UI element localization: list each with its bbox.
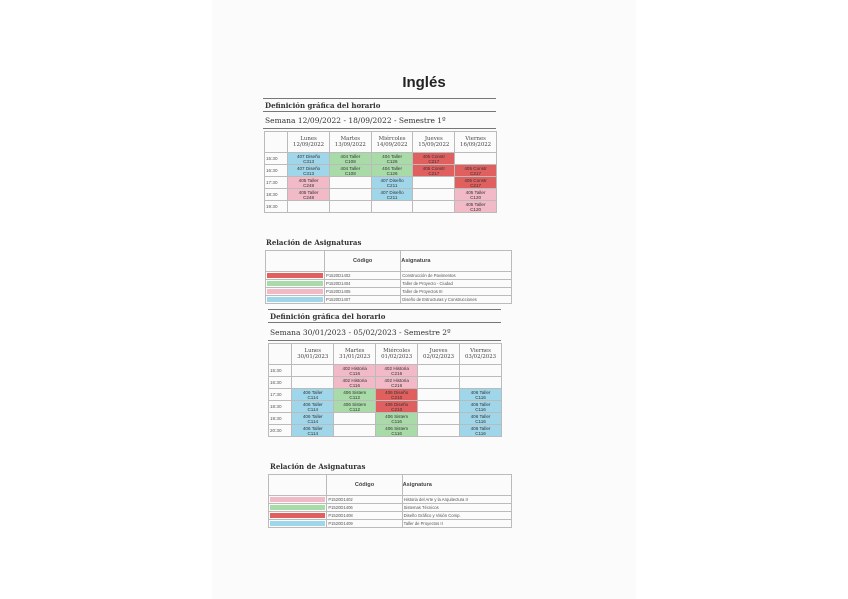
day-header [413, 132, 455, 153]
day-date: 14/09/2022 [376, 142, 408, 148]
class-name: 406 Taller [302, 389, 323, 395]
class-name: 406 Sistem [385, 413, 409, 419]
class-name: 407 Diseño [380, 177, 404, 183]
class-block [371, 165, 413, 177]
class-block [413, 153, 455, 165]
class-name: 404 Taller [340, 165, 361, 171]
subject-name: Taller de Proyecto - Ciudad [401, 280, 512, 288]
day-date: 01/02/2023 [381, 354, 413, 360]
empty-cell [455, 153, 497, 165]
day-name: Lunes [300, 136, 317, 142]
color-swatch [267, 281, 323, 286]
class-block [460, 389, 502, 401]
time-cell: 18:30 [265, 189, 288, 201]
class-name: 405 Constr [464, 177, 487, 183]
schedule-row [269, 425, 502, 437]
class-room: C126 [386, 158, 398, 164]
day-header [376, 344, 418, 365]
empty-cell [292, 365, 334, 377]
class-room: C116 [475, 430, 486, 436]
class-room: C248 [303, 194, 315, 200]
subject-code: P1520D1404 [325, 280, 401, 288]
time-cell: 16:30 [269, 377, 292, 389]
class-block [460, 401, 502, 413]
class-block [292, 389, 334, 401]
empty-cell [329, 189, 371, 201]
class-block [455, 165, 497, 177]
empty-cell [413, 201, 455, 213]
schedule-row [265, 177, 497, 189]
day-name: Lunes [304, 348, 321, 354]
class-name: 406 Sistem [343, 389, 367, 395]
schedule-row [265, 153, 497, 165]
class-block [371, 153, 413, 165]
class-name: 404 Taller [382, 165, 402, 171]
color-swatch [270, 505, 325, 510]
header-row [265, 132, 497, 153]
color-header [269, 475, 327, 496]
empty-cell [334, 413, 376, 425]
day-name: Martes [340, 136, 361, 142]
class-name: 405 Taller [465, 201, 486, 207]
color-swatch [270, 497, 325, 502]
class-name: 402 Historia [342, 365, 367, 371]
class-block [292, 425, 334, 437]
class-block [288, 153, 330, 165]
class-name: 406 Sistem [343, 401, 367, 407]
class-room: C216 [391, 370, 403, 376]
class-room: C217 [428, 158, 440, 164]
subject-row [266, 296, 512, 304]
subject-name: Taller de Proyectos II [402, 520, 511, 528]
class-name: 407 Diseño [296, 165, 321, 171]
day-header [292, 344, 334, 365]
class-block [288, 177, 330, 189]
empty-cell [460, 365, 502, 377]
header-row [266, 251, 512, 272]
class-block [455, 189, 497, 201]
schedule-row [269, 401, 502, 413]
subject-code: P1520D1408 [327, 512, 402, 520]
day-date: 13/09/2022 [334, 142, 366, 148]
class-room: C112 [349, 406, 361, 412]
class-room: C114 [307, 418, 319, 424]
class-name: 404 Taller [340, 153, 361, 159]
schedule-row [269, 413, 502, 425]
color-header [266, 251, 325, 272]
class-name: 402 Historia [384, 377, 409, 383]
class-name: 406 Taller [470, 389, 491, 395]
divider [263, 111, 496, 112]
class-room: C108 [344, 170, 356, 176]
time-cell: 16:30 [265, 165, 288, 177]
subject-row [266, 280, 512, 288]
week-label-sem2: Semana 30/01/2023 - 05/02/2023 - Semestre 2º [270, 328, 451, 337]
class-block [455, 201, 497, 213]
class-name: 406 Taller [470, 401, 491, 407]
class-block [334, 389, 376, 401]
class-room: C217 [428, 170, 440, 176]
schedule-table-sem1 [264, 131, 497, 213]
class-block [329, 153, 371, 165]
class-room: C248 [303, 182, 315, 188]
class-block [334, 377, 376, 389]
schedule-row [265, 189, 497, 201]
subject-name: Diseño Gráfico y Visión Comp. [402, 512, 511, 520]
class-name: 407 Diseño [380, 189, 404, 195]
header-row [269, 344, 502, 365]
empty-cell [460, 377, 502, 389]
class-room: C116 [475, 394, 486, 400]
subject-name: Construcción de Pavimentos [401, 272, 512, 280]
schedule-row [269, 377, 502, 389]
class-block [376, 425, 418, 437]
class-name: 405 Taller [298, 189, 319, 195]
class-block [292, 401, 334, 413]
class-room: C211 [386, 182, 398, 188]
day-header [460, 344, 502, 365]
class-room: C116 [475, 418, 486, 424]
class-room: C114 [307, 430, 319, 436]
header-row [269, 475, 512, 496]
class-block [376, 389, 418, 401]
subject-row [269, 520, 512, 528]
class-name: 406 Diseño [385, 401, 409, 407]
class-name: 405 Constr [422, 165, 446, 171]
color-swatch [267, 297, 323, 302]
schedule-table-sem2 [268, 343, 502, 437]
class-block [288, 165, 330, 177]
class-block [292, 413, 334, 425]
class-name: 404 Taller [382, 153, 402, 159]
class-room: C116 [349, 382, 361, 388]
corner-cell [269, 344, 292, 365]
class-name: 406 Taller [302, 401, 323, 407]
empty-cell [418, 377, 460, 389]
day-date: 03/02/2023 [464, 354, 497, 360]
subject-name: Sistemas Técnicos [402, 504, 511, 512]
schedule-row [269, 365, 502, 377]
color-swatch-cell [269, 496, 327, 504]
day-name: Martes [344, 348, 365, 354]
class-block [329, 165, 371, 177]
time-cell: 19:30 [265, 201, 288, 213]
time-cell: 19:30 [269, 413, 292, 425]
day-header [334, 344, 376, 365]
page-title: Inglés [402, 74, 446, 91]
class-room: C210 [391, 394, 403, 400]
code-header: Código [327, 475, 402, 496]
empty-cell [292, 377, 334, 389]
color-swatch [270, 521, 325, 526]
day-name: Jueves [424, 136, 443, 142]
class-name: 405 Constr [464, 165, 487, 171]
day-name: Viernes [465, 136, 486, 142]
class-name: 405 Taller [465, 189, 486, 195]
class-room: C210 [391, 406, 403, 412]
class-room: C116 [349, 370, 361, 376]
section-title-sem1: Definición gráfica del horario [265, 101, 381, 110]
day-date: 31/01/2023 [339, 354, 371, 360]
schedule-row [269, 389, 502, 401]
subject-code: P1520D1407 [325, 296, 401, 304]
schedule-row [265, 165, 497, 177]
color-swatch-cell [269, 520, 327, 528]
class-name: 407 Diseño [296, 153, 321, 159]
class-block [371, 177, 413, 189]
corner-cell [265, 132, 288, 153]
class-block [288, 189, 330, 201]
subject-code: P1520D1406 [327, 504, 402, 512]
subject-code: P1520D1405 [325, 288, 401, 296]
color-swatch-cell [266, 288, 325, 296]
class-room: C116 [391, 430, 402, 436]
day-date: 16/09/2022 [460, 142, 492, 148]
class-room: C211 [386, 194, 398, 200]
class-room: C217 [470, 170, 482, 176]
class-block [334, 365, 376, 377]
class-room: C120 [470, 206, 482, 212]
class-room: C216 [391, 382, 403, 388]
class-name: 402 Historia [342, 377, 367, 383]
class-block [455, 177, 497, 189]
divider [263, 98, 496, 99]
section-title-sem2: Definición gráfica del horario [270, 312, 386, 321]
subject-header: Asignatura [401, 251, 512, 272]
divider [268, 340, 501, 341]
class-room: C126 [386, 170, 398, 176]
subject-code: P1520D1409 [327, 520, 402, 528]
empty-cell [413, 177, 455, 189]
class-block [460, 413, 502, 425]
subject-row [269, 512, 512, 520]
class-block [334, 401, 376, 413]
subject-header: Asignatura [402, 475, 511, 496]
class-block [376, 401, 418, 413]
color-swatch-cell [266, 272, 325, 280]
color-swatch-cell [266, 280, 325, 288]
class-room: C114 [307, 406, 319, 412]
class-block [376, 365, 418, 377]
time-cell: 15:30 [265, 153, 288, 165]
empty-cell [418, 365, 460, 377]
week-label-sem1: Semana 12/09/2022 - 18/09/2022 - Semestre 1º [265, 116, 446, 125]
color-swatch-cell [266, 296, 325, 304]
divider [263, 128, 496, 129]
empty-cell [418, 425, 460, 437]
day-date: 12/09/2022 [293, 142, 325, 148]
code-header: Código [325, 251, 401, 272]
day-header [329, 132, 371, 153]
empty-cell [413, 189, 455, 201]
subject-code: P1520D1402 [325, 272, 401, 280]
time-cell: 15:30 [269, 365, 292, 377]
class-room: C120 [470, 194, 482, 200]
class-room: C313 [303, 158, 315, 164]
class-room: C108 [344, 158, 356, 164]
class-name: 406 Taller [302, 413, 323, 419]
empty-cell [334, 425, 376, 437]
day-date: 02/02/2023 [423, 354, 455, 360]
empty-cell [418, 389, 460, 401]
time-cell: 20:30 [269, 425, 292, 437]
color-swatch [267, 273, 323, 278]
day-header [288, 132, 330, 153]
class-name: 406 Taller [470, 425, 491, 431]
class-name: 406 Diseño [385, 389, 409, 395]
schedule-row [265, 201, 497, 213]
class-name: 405 Taller [298, 177, 319, 183]
subject-row [266, 288, 512, 296]
class-room: C112 [349, 394, 361, 400]
day-header [371, 132, 413, 153]
day-name: Jueves [429, 348, 448, 354]
class-room: C217 [470, 182, 482, 188]
time-cell: 18:30 [269, 401, 292, 413]
subject-row [269, 496, 512, 504]
day-date: 30/01/2023 [297, 354, 329, 360]
empty-cell [418, 401, 460, 413]
subject-name: Historia del Arte y la Arquitectura II [402, 496, 511, 504]
subjects-title-sem1: Relación de Asignaturas [266, 238, 362, 247]
day-header [418, 344, 460, 365]
class-room: C116 [391, 418, 402, 424]
class-block [376, 413, 418, 425]
subject-row [266, 272, 512, 280]
class-block [460, 425, 502, 437]
empty-cell [329, 177, 371, 189]
subjects-table-sem2 [268, 474, 512, 528]
color-swatch-cell [269, 512, 327, 520]
class-block [413, 165, 455, 177]
empty-cell [371, 201, 413, 213]
subject-code: P1520D1402 [327, 496, 402, 504]
time-cell: 17:30 [269, 389, 292, 401]
color-swatch [267, 289, 323, 294]
day-name: Miércoles [383, 348, 411, 354]
class-room: C114 [307, 394, 319, 400]
subject-row [269, 504, 512, 512]
empty-cell [329, 201, 371, 213]
class-name: 406 Taller [302, 425, 323, 431]
class-block [376, 377, 418, 389]
day-date: 15/09/2022 [418, 142, 450, 148]
class-room: C313 [303, 170, 315, 176]
empty-cell [288, 201, 330, 213]
class-block [371, 189, 413, 201]
class-name: 405 Constr [422, 153, 446, 159]
subjects-title-sem2: Relación de Asignaturas [270, 462, 366, 471]
class-name: 406 Taller [470, 413, 491, 419]
divider [268, 309, 501, 310]
class-name: 402 Historia [384, 365, 409, 371]
divider [268, 322, 501, 323]
empty-cell [418, 413, 460, 425]
time-cell: 17:30 [265, 177, 288, 189]
subject-name: Taller de Proyectos III [401, 288, 512, 296]
class-name: 406 Sistem [385, 425, 409, 431]
subject-name: Diseño de Estructuras y Construcciones [401, 296, 512, 304]
class-room: C116 [475, 406, 486, 412]
day-name: Viernes [470, 348, 491, 354]
color-swatch [270, 513, 325, 518]
color-swatch-cell [269, 504, 327, 512]
day-header [455, 132, 497, 153]
subjects-table-sem1 [265, 250, 512, 304]
day-name: Miércoles [378, 136, 406, 142]
